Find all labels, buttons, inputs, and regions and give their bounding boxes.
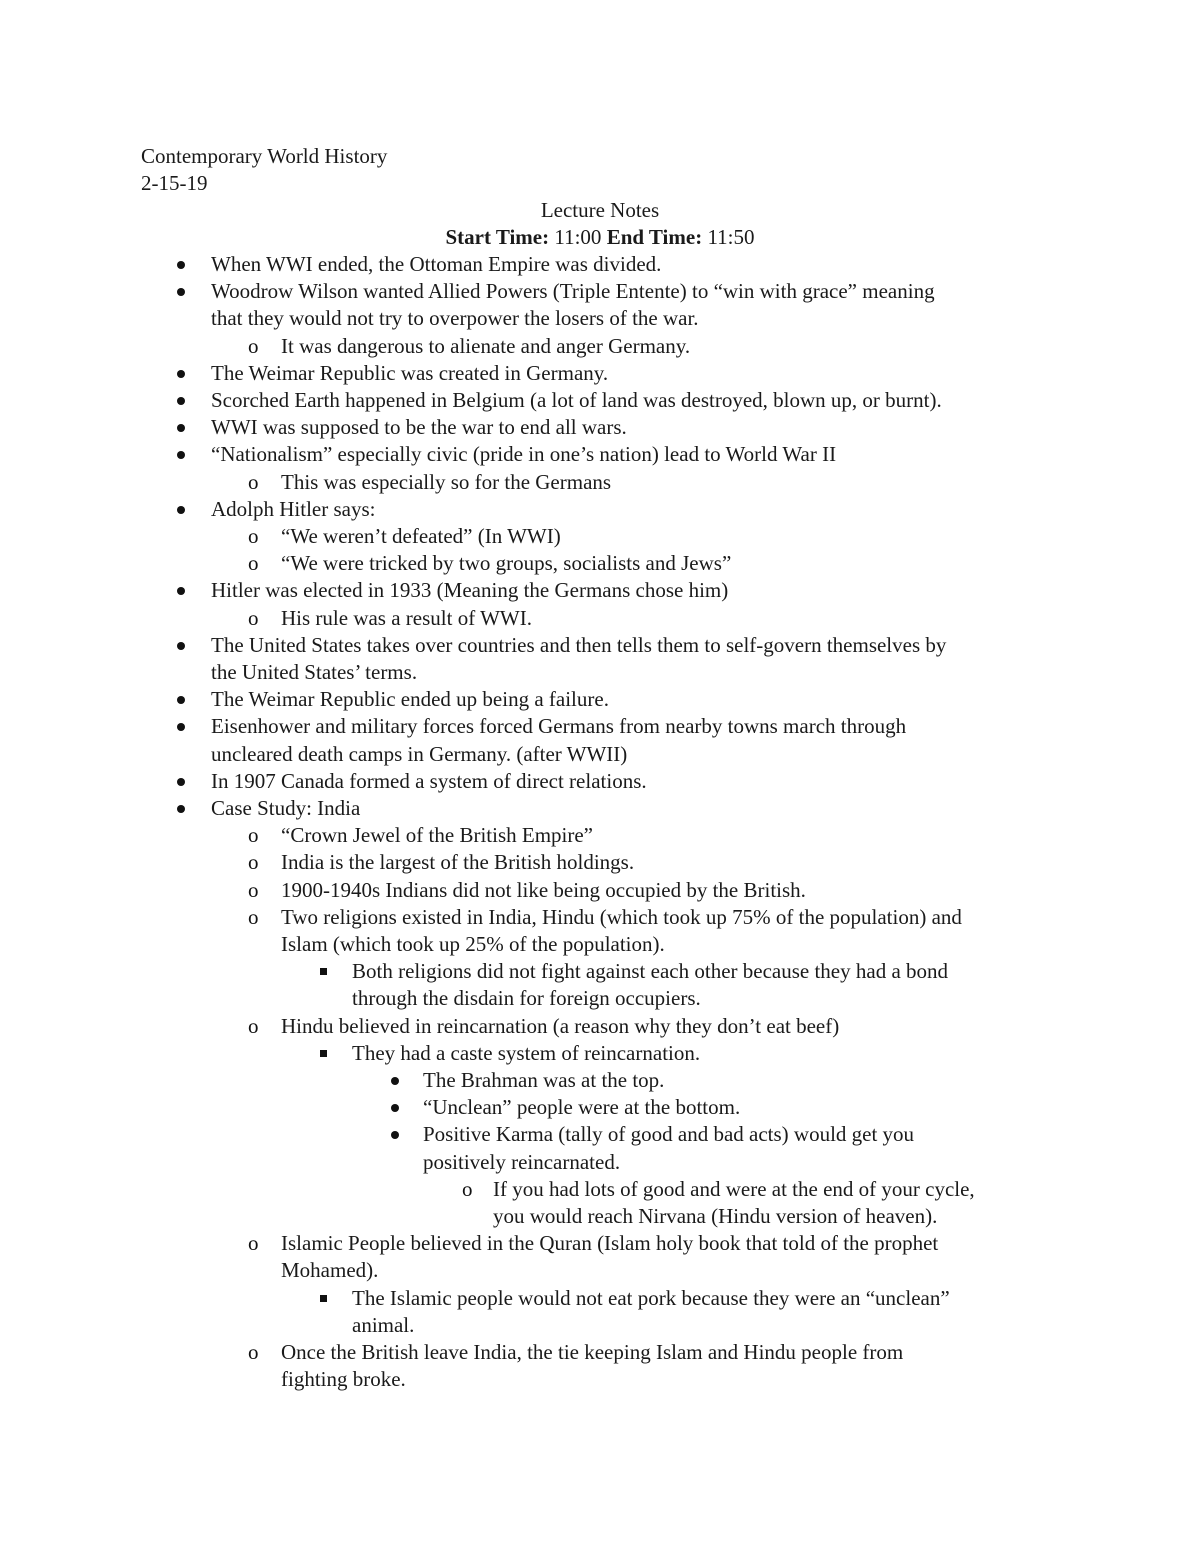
bullet-marker xyxy=(177,642,185,650)
course-title: Contemporary World History xyxy=(141,144,388,168)
bullet-marker: o xyxy=(248,905,259,929)
list-item: Eisenhower and military forces forced Germans from nearby towns march through xyxy=(211,714,907,738)
list-item-continuation: fighting broke. xyxy=(281,1367,406,1391)
list-item-continuation: uncleared death camps in Germany. (after WWII) xyxy=(211,742,628,766)
list-item: Two religions existed in India, Hindu (which took up 75% of the population) and xyxy=(281,905,962,929)
start-time-value: 11:00 xyxy=(554,225,602,249)
bullet-marker xyxy=(177,261,185,269)
bullet-marker: o xyxy=(248,850,259,874)
list-item: They had a caste system of reincarnation. xyxy=(352,1041,701,1065)
list-item-continuation: Mohamed). xyxy=(281,1258,379,1282)
bullet-marker: o xyxy=(248,551,259,575)
bullet-marker: o xyxy=(248,1014,259,1038)
list-item-continuation: the United States’ terms. xyxy=(211,660,418,684)
list-item: It was dangerous to alienate and anger Germany. xyxy=(281,334,691,358)
time-line xyxy=(0,224,1200,251)
list-item: In 1907 Canada formed a system of direct relations. xyxy=(211,769,647,793)
list-item: “Unclean” people were at the bottom. xyxy=(423,1095,741,1119)
bullet-marker xyxy=(391,1131,399,1139)
list-item: His rule was a result of WWI. xyxy=(281,606,532,630)
list-item: Scorched Earth happened in Belgium (a lot of land was destroyed, blown up, or burnt). xyxy=(211,388,942,412)
bullet-marker xyxy=(177,451,185,459)
bullet-marker: o xyxy=(248,470,259,494)
list-item: If you had lots of good and were at the end of your cycle, xyxy=(493,1177,975,1201)
list-item: Hitler was elected in 1933 (Meaning the Germans chose him) xyxy=(211,578,729,602)
bullet-marker: o xyxy=(248,878,259,902)
list-item: Woodrow Wilson wanted Allied Powers (Triple Entente) to “win with grace” meaning xyxy=(211,279,935,303)
bullet-marker xyxy=(177,696,185,704)
bullet-marker xyxy=(177,370,185,378)
bullet-marker xyxy=(177,587,185,595)
list-item: The Brahman was at the top. xyxy=(423,1068,665,1092)
list-item: Both religions did not fight against each other because they had a bond xyxy=(352,959,949,983)
date: 2-15-19 xyxy=(141,171,208,195)
bullet-marker: o xyxy=(248,1231,259,1255)
list-item: Case Study: India xyxy=(211,796,361,820)
list-item: When WWI ended, the Ottoman Empire was divided. xyxy=(211,252,662,276)
list-item: This was especially so for the Germans xyxy=(281,470,612,494)
doc-title: Lecture Notes xyxy=(540,198,660,222)
list-item: Positive Karma (tally of good and bad acts) would get you xyxy=(423,1122,915,1146)
bullet-marker xyxy=(177,288,185,296)
bullet-marker xyxy=(391,1077,399,1085)
list-item-continuation: positively reincarnated. xyxy=(423,1150,621,1174)
list-item-continuation: that they would not try to overpower the losers of the war. xyxy=(211,306,699,330)
list-item: 1900-1940s Indians did not like being occupied by the British. xyxy=(281,878,806,902)
list-item: Islamic People believed in the Quran (Islam holy book that told of the prophet xyxy=(281,1231,939,1255)
end-time-label: End Time: xyxy=(606,225,703,249)
list-item-continuation: Islam (which took up 25% of the population). xyxy=(281,932,665,956)
list-item: The United States takes over countries and then tells them to self-govern themselves by xyxy=(211,633,947,657)
list-item-continuation: you would reach Nirvana (Hindu version of heaven). xyxy=(493,1204,938,1228)
bullet-marker: o xyxy=(248,1340,259,1364)
bullet-marker xyxy=(177,506,185,514)
bullet-marker: o xyxy=(248,524,259,548)
end-time-value: 11:50 xyxy=(707,225,755,249)
list-item: Once the British leave India, the tie keeping Islam and Hindu people from xyxy=(281,1340,904,1364)
bullet-marker xyxy=(177,778,185,786)
list-item: Hindu believed in reincarnation (a reason why they don’t eat beef) xyxy=(281,1014,840,1038)
bullet-marker: o xyxy=(248,606,259,630)
bullet-marker xyxy=(391,1104,399,1112)
list-item: WWI was supposed to be the war to end all wars. xyxy=(211,415,627,439)
bullet-marker xyxy=(320,1295,327,1302)
bullet-marker xyxy=(320,968,327,975)
list-item: The Weimar Republic was created in Germany. xyxy=(211,361,609,385)
start-time-label: Start Time: xyxy=(445,225,550,249)
list-item-continuation: animal. xyxy=(352,1313,415,1337)
bullet-marker xyxy=(320,1050,327,1057)
list-item: “Crown Jewel of the British Empire” xyxy=(281,823,594,847)
bullet-marker xyxy=(177,397,185,405)
list-item: The Weimar Republic ended up being a failure. xyxy=(211,687,609,711)
list-item-continuation: through the disdain for foreign occupiers. xyxy=(352,986,701,1010)
list-item: “We weren’t defeated” (In WWI) xyxy=(281,524,561,548)
bullet-marker xyxy=(177,805,185,813)
list-item: “We were tricked by two groups, socialists and Jews” xyxy=(281,551,732,575)
bullet-marker xyxy=(177,723,185,731)
list-item: Adolph Hitler says: xyxy=(211,497,376,521)
bullet-marker xyxy=(177,424,185,432)
list-item: “Nationalism” especially civic (pride in one’s nation) lead to World War II xyxy=(211,442,837,466)
list-item: India is the largest of the British holdings. xyxy=(281,850,635,874)
bullet-marker: o xyxy=(462,1177,473,1201)
bullet-marker: o xyxy=(248,334,259,358)
list-item: The Islamic people would not eat pork because they were an “unclean” xyxy=(352,1286,950,1310)
bullet-marker: o xyxy=(248,823,259,847)
